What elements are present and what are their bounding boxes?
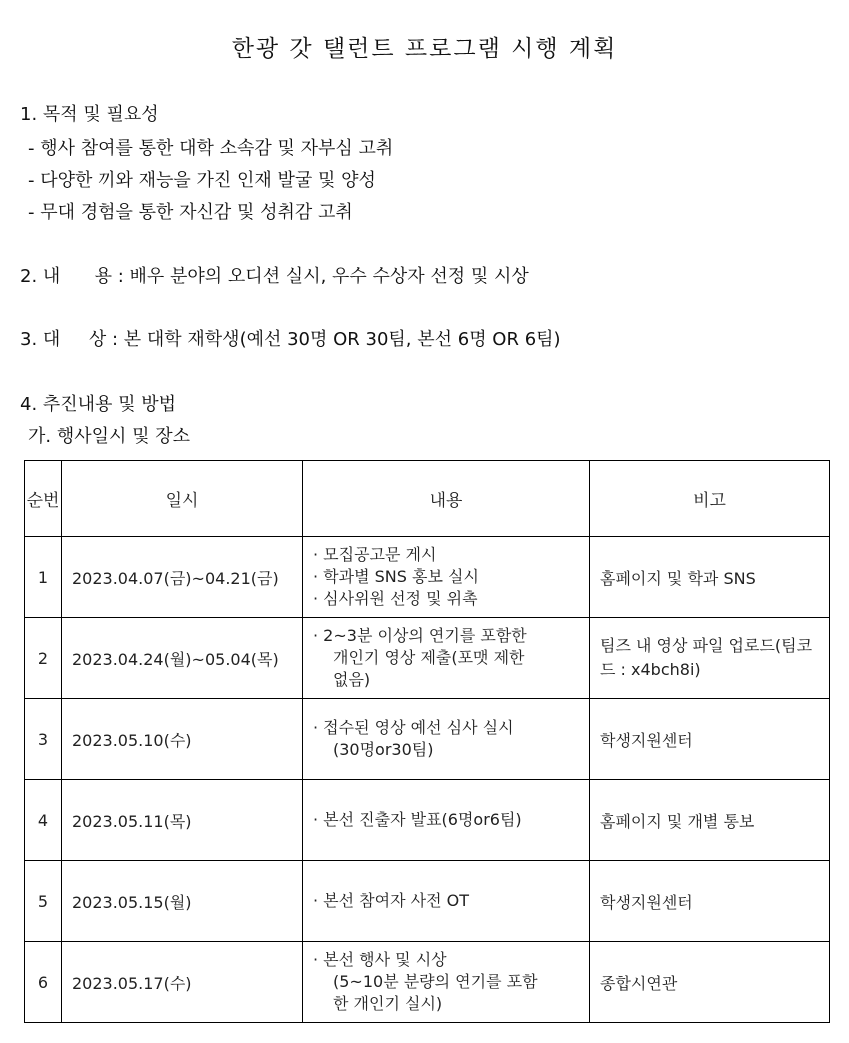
content-line: 없음) — [333, 670, 371, 689]
cell-note: 학생지원센터 — [590, 699, 830, 780]
cell-no: 5 — [25, 861, 62, 942]
table-row — [25, 942, 830, 1023]
cell-date: 2023.04.07(금)~04.21(금) — [62, 537, 303, 618]
content-line: 한 개인기 실시) — [333, 994, 443, 1013]
content-line: · 본선 진출자 발표(6명or6팀) — [313, 810, 522, 829]
content-line: · 2~3분 이상의 연기를 포함한 — [313, 626, 527, 645]
cell-no: 2 — [25, 618, 62, 699]
header-content: 내용 — [303, 461, 590, 537]
cell-date: 2023.05.17(수) — [62, 942, 303, 1023]
content-line: · 심사위원 선정 및 위촉 — [313, 589, 478, 608]
cell-date: 2023.04.24(월)~05.04(목) — [62, 618, 303, 699]
section-1-bullet: - 행사 참여를 통한 대학 소속감 및 자부심 고취 — [28, 138, 394, 159]
section-2 — [20, 262, 529, 288]
cell-note: 홈페이지 및 개별 통보 — [590, 780, 830, 861]
section-3 — [20, 325, 561, 351]
cell-note: 홈페이지 및 학과 SNS — [590, 537, 830, 618]
cell-note: 팀즈 내 영상 파일 업로드(팀코드 : x4bch8i) — [590, 618, 830, 699]
document-title: 한광 갓 탤런트 프로그램 시행 계획 — [231, 36, 618, 62]
section-1-bullet: - 다양한 끼와 재능을 가진 인재 발굴 및 양성 — [28, 170, 376, 191]
cell-content — [303, 861, 590, 942]
section-1-bullet: - 무대 경험을 통한 자신감 및 성취감 고취 — [28, 202, 353, 223]
table-row — [25, 780, 830, 861]
cell-note: 학생지원센터 — [590, 861, 830, 942]
table-header-row — [25, 461, 830, 537]
cell-date: 2023.05.15(월) — [62, 861, 303, 942]
content-line: (5~10분 분량의 연기를 포함 — [333, 972, 538, 991]
header-no: 순번 — [25, 461, 62, 537]
section-1-heading: 1. 목적 및 필요성 — [20, 104, 159, 125]
table-row — [25, 618, 830, 699]
cell-content — [303, 699, 590, 780]
content-line: 개인기 영상 제출(포맷 제한 — [333, 648, 525, 667]
header-date: 일시 — [62, 461, 303, 537]
section-3-label: 3. 대 상 — [20, 329, 107, 350]
cell-content — [303, 780, 590, 861]
cell-no: 3 — [25, 699, 62, 780]
content-line: · 본선 행사 및 시상 — [313, 950, 447, 969]
header-note: 비고 — [590, 461, 830, 537]
cell-content — [303, 942, 590, 1023]
content-line: · 모집공고문 게시 — [313, 545, 437, 564]
schedule-table — [24, 460, 830, 1023]
cell-content — [303, 537, 590, 618]
cell-content — [303, 618, 590, 699]
table-row — [25, 699, 830, 780]
section-3-text: : 본 대학 재학생(예선 30명 OR 30팀, 본선 6명 OR 6팀) — [112, 329, 561, 350]
content-line: · 본선 참여자 사전 OT — [313, 891, 469, 910]
cell-date: 2023.05.10(수) — [62, 699, 303, 780]
content-line: · 접수된 영상 예선 심사 실시 — [313, 718, 514, 737]
table-row — [25, 861, 830, 942]
section-4-heading: 4. 추진내용 및 방법 — [20, 394, 177, 415]
cell-date: 2023.05.11(목) — [62, 780, 303, 861]
table-row — [25, 537, 830, 618]
cell-no: 4 — [25, 780, 62, 861]
content-line: · 학과별 SNS 홍보 실시 — [313, 567, 479, 586]
section-2-label: 2. 내 용 — [20, 266, 113, 287]
section-2-text: : 배우 분야의 오디션 실시, 우수 수상자 선정 및 시상 — [117, 266, 529, 287]
content-line: (30명or30팀) — [333, 740, 434, 759]
cell-note: 종합시연관 — [590, 942, 830, 1023]
cell-no: 6 — [25, 942, 62, 1023]
section-4-subheading: 가. 행사일시 및 장소 — [28, 426, 190, 447]
cell-no: 1 — [25, 537, 62, 618]
